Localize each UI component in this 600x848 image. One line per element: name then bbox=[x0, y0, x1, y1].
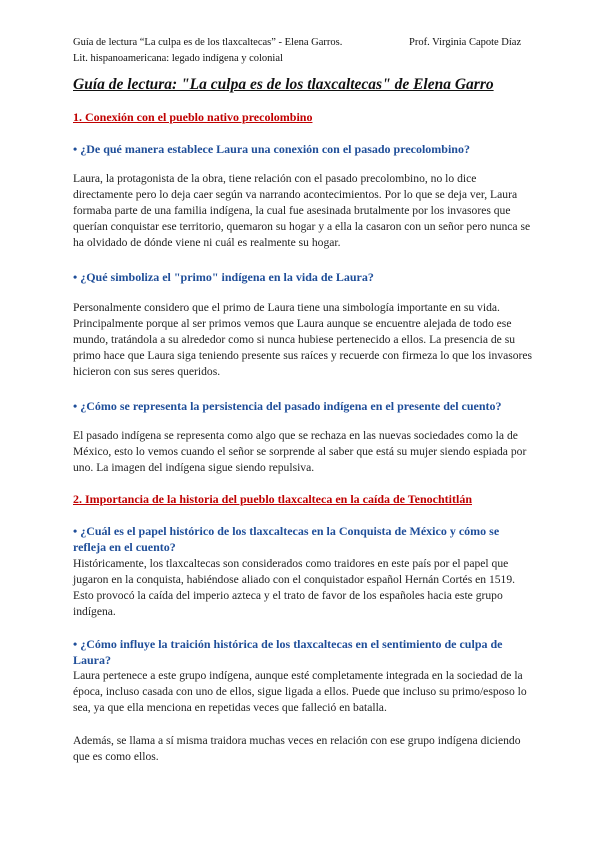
question-4: • ¿Cuál es el papel histórico de los tlaxcaltecas en la Conquista de México y cómo se refleja en el cuento? bbox=[73, 524, 500, 554]
header-subject: Lit. hispanoamericana: legado indígena y colonial bbox=[73, 53, 283, 64]
header-professor: Prof. Virginia Capote Díaz bbox=[409, 37, 522, 48]
answer-5-extra: Además, se llama a sí misma traidora muchas veces en relación con ese grupo indígena diciendo que es como ellos. bbox=[73, 734, 521, 763]
answer-4: Históricamente, los tlaxcaltecas son considerados como traidores en este país por el papel que jugaron en la conquista, habiéndose aliado con el conquistador español Hernán Cortés en 1519. Esto provocó la caída del imperio azteca y el trato de favor de los españoles hacia este grupo indígena. bbox=[73, 557, 516, 618]
header-course-title: Guía de lectura “La culpa es de los tlaxcaltecas” - Elena Garros. bbox=[73, 37, 343, 48]
question-3: • ¿Cómo se representa la persistencia del pasado indígena en el presente del cuento? bbox=[73, 399, 502, 413]
section-heading-1: 1. Conexión con el pueblo nativo precolombino bbox=[73, 110, 313, 124]
question-5: • ¿Cómo influye la traición histórica de los tlaxcaltecas en el sentimiento de culpa de Laura? bbox=[73, 637, 503, 667]
page-title: Guía de lectura: "La culpa es de los tlaxcaltecas" de Elena Garro bbox=[73, 76, 494, 93]
answer-3: El pasado indígena se representa como algo que se rechaza en las nuevas sociedades como la de México, esto lo vemos cuando el señor se sorprende al saber que está su mujer siendo espiada por uno. La imagen del indígena sigue siendo repulsiva. bbox=[73, 429, 527, 474]
answer-2: Personalmente considero que el primo de Laura tiene una simbología importante en su vida. Principalmente porque al ser primos vemos que Laura aunque se encuentre alejada de todo ese mundo, tratándola a su alrededor como si nunca hubiese pertenecido a ellos. La presencia de su primo hace que Laura siga teniendo presente sus raíces y recuerde con firmeza lo que los invasores hicieron con sus seres queridos. bbox=[73, 301, 533, 378]
answer-5: Laura pertenece a este grupo indígena, aunque esté completamente integrada en la sociedad de la época, incluso casada con uno de ellos, sigue ligada a ellos. Puede que incluso su primo/esposo lo sea, ya que ella menciona en repetidas veces que falleció en batalla. bbox=[73, 669, 527, 714]
question-2: • ¿Qué simboliza el "primo" indígena en la vida de Laura? bbox=[73, 270, 374, 284]
answer-1: Laura, la protagonista de la obra, tiene relación con el pasado precolombino, no lo dice directamente pero lo deja caer según va narrando acontecimientos. Por lo que se deja ver, Laura formaba parte de una familia indígena, la cual fue asesinada brutalmente por los invasores que querían conquistar ese territorio, quemaron su hogar y a ella la casaron con un señor pero nunca se ha olvidado de dónde viene ni cuál es realmente su hogar. bbox=[73, 172, 531, 249]
question-1: • ¿De qué manera establece Laura una conexión con el pasado precolombino? bbox=[73, 142, 470, 156]
section-heading-2: 2. Importancia de la historia del pueblo tlaxcalteca en la caída de Tenochtitlán bbox=[73, 492, 473, 506]
